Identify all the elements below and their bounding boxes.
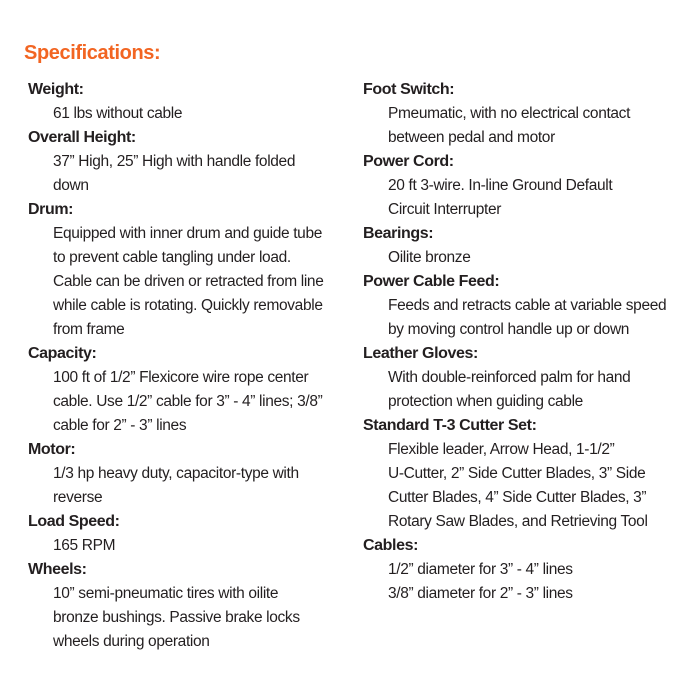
spec-value-line: 100 ft of 1/2” Flexicore wire rope center: [53, 369, 309, 386]
spec-power-cord: [363, 150, 693, 222]
spec-value-line: to prevent cable tangling under load.: [53, 249, 291, 266]
spec-drum: [28, 198, 346, 342]
spec-value-line: Oilite bronze: [388, 249, 471, 266]
spec-label: Wheels:: [28, 561, 87, 578]
spec-value-line: With double-reinforced palm for hand: [388, 369, 631, 386]
spec-value-line: Equipped with inner drum and guide tube: [53, 225, 322, 242]
spec-label: Cables:: [363, 537, 418, 554]
spec-value-line: Rotary Saw Blades, and Retrieving Tool: [388, 513, 648, 530]
spec-label: Capacity:: [28, 345, 97, 362]
spec-value-line: wheels during operation: [53, 633, 210, 650]
spec-value-line: from frame: [53, 321, 125, 338]
spec-value: [28, 222, 346, 342]
spec-label: Foot Switch:: [363, 81, 455, 98]
spec-leather-gloves: [363, 342, 693, 414]
spec-label: Power Cable Feed:: [363, 273, 500, 290]
spec-label: Power Cord:: [363, 153, 454, 170]
spec-label: Drum:: [28, 201, 74, 218]
spec-standard-t-3-cutter-set: [363, 414, 693, 534]
spec-value: [28, 582, 346, 654]
spec-value-line: Pmeumatic, with no electrical contact: [388, 105, 631, 122]
spec-load-speed: [28, 510, 346, 558]
spec-value: [363, 558, 693, 606]
spec-value-line: 37” High, 25” High with handle folded: [53, 153, 296, 170]
spec-overall-height: [28, 126, 346, 198]
spec-value: [363, 366, 693, 414]
spec-value: [363, 246, 693, 270]
spec-value-line: protection when guiding cable: [388, 393, 583, 410]
spec-value-line: Circuit Interrupter: [388, 201, 502, 218]
spec-value-line: 3/8” diameter for 2” - 3” lines: [388, 585, 573, 602]
spec-value-line: 10” semi-pneumatic tires with oilite: [53, 585, 279, 602]
spec-label: Weight:: [28, 81, 84, 98]
specs-left-column: [28, 78, 346, 654]
spec-value: [28, 462, 346, 510]
spec-label: Bearings:: [363, 225, 434, 242]
spec-label: Motor:: [28, 441, 76, 458]
spec-power-cable-feed: [363, 270, 693, 342]
spec-value-line: down: [53, 177, 89, 194]
spec-value-line: cable. Use 1/2” cable for 3” - 4” lines; 3/8”: [53, 393, 323, 410]
spec-value-line: bronze bushings. Passive brake locks: [53, 609, 300, 626]
spec-capacity: [28, 342, 346, 438]
spec-cables: [363, 534, 693, 606]
spec-label: Standard T-3 Cutter Set:: [363, 417, 537, 434]
specs-right-column: [363, 78, 693, 606]
spec-value-line: cable for 2” - 3” lines: [53, 417, 187, 434]
spec-value-line: Flexible leader, Arrow Head, 1-1/2”: [388, 441, 615, 458]
spec-value-line: 165 RPM: [53, 537, 116, 554]
spec-value-line: 1/3 hp heavy duty, capacitor-type with: [53, 465, 299, 482]
spec-foot-switch: [363, 78, 693, 150]
spec-motor: [28, 438, 346, 510]
spec-value-line: reverse: [53, 489, 103, 506]
spec-value: [28, 366, 346, 438]
spec-value-line: by moving control handle up or down: [388, 321, 630, 338]
spec-value: [363, 102, 693, 150]
spec-value: [28, 150, 346, 198]
spec-bearings: [363, 222, 693, 270]
spec-value: [363, 174, 693, 222]
spec-value: [363, 438, 693, 534]
spec-weight: [28, 78, 346, 126]
spec-label: Overall Height:: [28, 129, 136, 146]
spec-value-line: while cable is rotating. Quickly removable: [53, 297, 323, 314]
spec-value-line: Cable can be driven or retracted from line: [53, 273, 324, 290]
spec-label: Load Speed:: [28, 513, 120, 530]
spec-value: [28, 534, 346, 558]
spec-value-line: 61 lbs without cable: [53, 105, 183, 122]
spec-value: [363, 294, 693, 342]
spec-wheels: [28, 558, 346, 654]
page-title: Specifications:: [24, 42, 161, 64]
spec-value-line: Cutter Blades, 4” Side Cutter Blades, 3”: [388, 489, 647, 506]
spec-value: [28, 102, 346, 126]
spec-value-line: between pedal and motor: [388, 129, 555, 146]
spec-value-line: 1/2” diameter for 3” - 4” lines: [388, 561, 573, 578]
spec-value-line: U-Cutter, 2” Side Cutter Blades, 3” Side: [388, 465, 646, 482]
spec-label: Leather Gloves:: [363, 345, 478, 362]
spec-value-line: Feeds and retracts cable at variable speed: [388, 297, 667, 314]
spec-value-line: 20 ft 3-wire. In-line Ground Default: [388, 177, 613, 194]
